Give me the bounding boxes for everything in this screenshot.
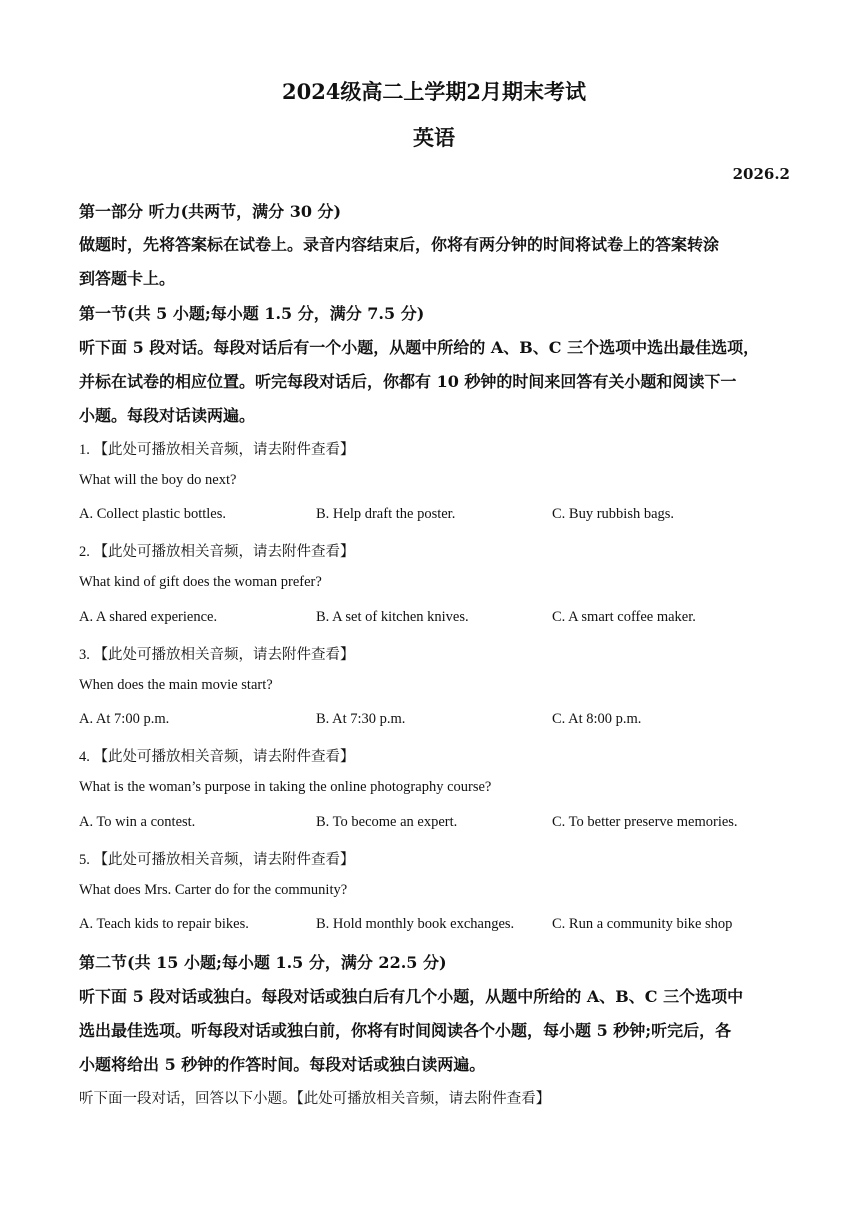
option-a: A. At 7:00 p.m. — [79, 711, 170, 727]
section1-instruction-3: 小题。每段对话读两遍。 — [79, 406, 256, 425]
exam-date: 2026.2 — [732, 165, 790, 183]
option-c: C. Buy rubbish bags. — [552, 506, 675, 522]
option-b: B. Hold monthly book exchanges. — [316, 916, 515, 932]
section1-instruction-2: 并标在试卷的相应位置。听完每段对话后，你都有 10 秒钟的时间来回答有关小题和阅读下一 — [79, 372, 737, 391]
section2-instruction-1: 听下面 5 段对话或独白。每段对话或独白后有几个小题，从题中所给的 A、B、C 三个选项中 — [79, 987, 744, 1006]
option-a: A. Teach kids to repair bikes. — [79, 916, 249, 932]
option-b: B. To become an expert. — [316, 814, 458, 830]
section2-instruction-3: 小题将给出 5 秒钟的作答时间。每段对话或独白读两遍。 — [79, 1055, 486, 1074]
audio-placeholder[interactable]: 3. 【此处可播放相关音频，请去附件查看】 — [79, 647, 355, 663]
question-text: What will the boy do next? — [79, 472, 237, 488]
option-b: B. At 7:30 p.m. — [316, 711, 406, 727]
section1-heading: 第一节(共 5 小题;每小题 1.5 分，满分 7.5 分) — [79, 304, 425, 323]
question-text: When does the main movie start? — [79, 677, 273, 693]
question-text: What does Mrs. Carter do for the community? — [79, 882, 348, 898]
option-a: A. To win a contest. — [79, 814, 196, 830]
question-text: What kind of gift does the woman prefer? — [79, 574, 322, 590]
option-c: C. Run a community bike shop — [552, 916, 733, 932]
option-c: C. A smart coffee maker. — [552, 609, 696, 625]
exam-title: 2024级高二上学期2月期末考试 — [281, 79, 587, 104]
option-c: C. To better preserve memories. — [552, 814, 738, 830]
section1-instruction-1: 听下面 5 段对话。每段对话后有一个小题，从题中所给的 A、B、C 三个选项中选出最佳选项， — [79, 338, 760, 357]
section2-heading: 第二节(共 15 小题;每小题 1.5 分，满分 22.5 分) — [79, 953, 447, 972]
part1-instruction-1: 做题时，先将答案标在试卷上。录音内容结束后，你将有两分钟的时间将试卷上的答案转涂 — [79, 235, 720, 254]
subject-title: 英语 — [413, 125, 455, 150]
option-b: B. Help draft the poster. — [316, 506, 456, 522]
part1-heading: 第一部分 听力(共两节，满分 30 分) — [79, 202, 342, 221]
audio-placeholder[interactable]: 2. 【此处可播放相关音频，请去附件查看】 — [79, 544, 355, 560]
section2-lead-in[interactable]: 听下面一段对话，回答以下小题。【此处可播放相关音频，请去附件查看】 — [79, 1091, 551, 1107]
part1-instruction-2: 到答题卡上。 — [79, 269, 176, 288]
option-c: C. At 8:00 p.m. — [552, 711, 642, 727]
question-text: What is the woman’s purpose in taking the online photography course? — [79, 779, 492, 795]
audio-placeholder[interactable]: 1. 【此处可播放相关音频，请去附件查看】 — [79, 442, 355, 458]
option-a: A. A shared experience. — [79, 609, 218, 625]
section2-instruction-2: 选出最佳选项。听每段对话或独白前，你将有时间阅读各个小题，每小题 5 秒钟;听完后，各 — [79, 1021, 732, 1040]
audio-placeholder[interactable]: 5. 【此处可播放相关音频，请去附件查看】 — [79, 852, 355, 868]
option-b: B. A set of kitchen knives. — [316, 609, 469, 625]
option-a: A. Collect plastic bottles. — [79, 506, 226, 522]
audio-placeholder[interactable]: 4. 【此处可播放相关音频，请去附件查看】 — [79, 749, 355, 765]
